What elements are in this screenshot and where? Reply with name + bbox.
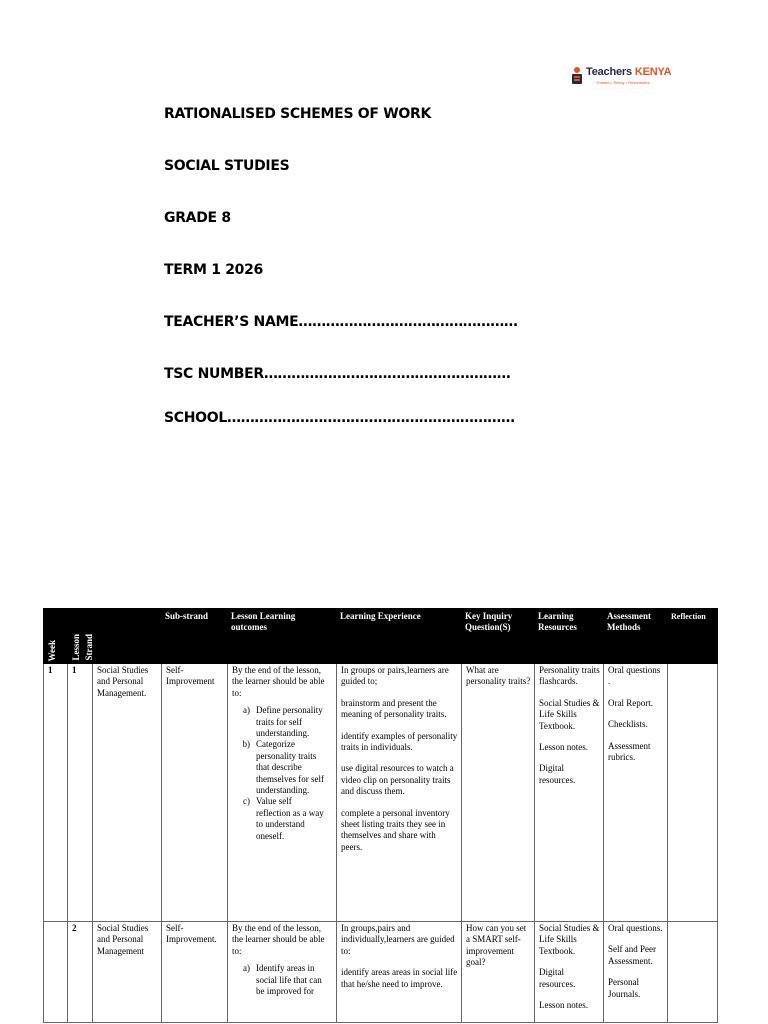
kiq-cell: What are personality traits?: [462, 664, 535, 922]
header-kiq: Key Inquiry Question(S): [462, 609, 535, 664]
experience-item: use digital resources to watch a video clip on personality traits and discuss them.: [341, 763, 454, 797]
experience-item: identify areas areas in social life that he/she need to improve.: [341, 967, 458, 989]
table-row: [44, 922, 718, 1023]
logo-brand-part1: Teachers: [586, 66, 632, 78]
experience-item: identify examples of personality traits in individuals.: [341, 730, 458, 753]
lesson-cell: 2: [68, 922, 93, 1023]
doc-title: RATIONALISED SCHEMES OF WORK: [164, 106, 432, 122]
experience-item: brainstorm and present the meaning of personality traits.: [341, 697, 447, 720]
assessment-cell: [604, 922, 668, 1023]
reflection-cell: [668, 922, 718, 1023]
resource-item: Digital resources.: [539, 967, 576, 989]
reflection-cell: [668, 664, 718, 922]
resources-cell: [535, 664, 604, 922]
resources-cell: [535, 922, 604, 1023]
experience-item: In groups or pairs,learners are guided to;: [341, 665, 449, 687]
header-substrand: Sub-strand: [162, 609, 228, 664]
assessment-item: Self and Peer Assessment.: [608, 944, 656, 966]
assessment-item: Checklists.: [608, 719, 648, 730]
header-experience: Learning Experience: [337, 609, 462, 664]
outcomes-cell: [228, 922, 337, 1023]
outcomes-cell: [228, 664, 337, 922]
outcome-item: b) Categorize personality traits that describe themselves for self understanding.: [242, 739, 324, 796]
lesson-cell: 1: [68, 664, 93, 922]
table-row: [44, 664, 718, 922]
resource-item: Lesson notes.: [539, 1000, 588, 1011]
assessment-item: Oral questions .: [608, 665, 661, 687]
assessment-cell: [604, 664, 668, 922]
resource-item: Digital resources.: [539, 763, 576, 785]
header-lesson-strand: [68, 609, 162, 664]
substrand-cell: Self-Improvement: [162, 664, 228, 922]
outcomes-intro: By the end of the lesson, the learner should be able to:: [232, 665, 325, 698]
header-week: Week: [44, 609, 68, 664]
logo-tagline: Trusted • Timely • Resourceful: [596, 80, 650, 85]
outcome-item: a) Identify areas in social life that can be improved for: [243, 963, 322, 997]
table-header-row: [44, 609, 718, 664]
week-cell: [44, 922, 68, 1023]
school-field: SCHOOL………………………………………………………: [164, 410, 515, 426]
outcome-item: c) Value self reflection as a way to understand oneself.: [243, 796, 324, 841]
substrand-cell: Self-Improvement.: [162, 922, 228, 1023]
logo-emblem-icon: [570, 66, 584, 86]
experience-cell: [337, 922, 462, 1023]
experience-item: In groups,pairs and individually,learners are guided to:: [341, 923, 455, 956]
resource-item: Personality traits flashcards.: [539, 665, 600, 687]
tsc-number-field: TSC NUMBER………………………………………………: [164, 366, 511, 382]
assessment-item: Personal Journals.: [608, 977, 641, 999]
kiq-cell: How can you set a SMART self-improvement goal?: [462, 922, 535, 1023]
subject-heading: SOCIAL STUDIES: [164, 158, 290, 174]
assessment-item: Oral questions.: [608, 923, 663, 933]
header-lesson: Lesson: [71, 634, 81, 661]
outcomes-intro: By the end of the lesson, the learner should be able to:: [232, 923, 325, 956]
teachers-kenya-logo: [570, 64, 680, 90]
header-strand: Strand: [84, 634, 95, 661]
experience-cell: [337, 664, 462, 922]
strand-cell: Social Studies and Personal Management: [93, 922, 162, 1023]
teacher-name-field: TEACHER’S NAME…………………………………………: [164, 314, 518, 330]
outcome-item: a) Define personality traits for self understanding.: [243, 705, 323, 739]
resource-item: Lesson notes.: [539, 742, 588, 753]
experience-item: complete a personal inventory sheet listing traits they see in themselves and share with peers.: [341, 807, 450, 852]
grade-heading: GRADE 8: [164, 210, 231, 226]
strand-cell: Social Studies and Personal Management.: [93, 664, 162, 922]
logo-brand-part2: KENYA: [634, 66, 672, 78]
resource-item: Social Studies & Life Skills Textbook.: [539, 697, 600, 731]
header-resources: Learning Resources: [535, 609, 604, 664]
assessment-item: Oral Report.: [608, 697, 653, 708]
header-outcomes: Lesson Learning outcomes: [228, 609, 337, 664]
header-reflection: Reflection: [668, 609, 718, 664]
week-cell: 1: [44, 664, 68, 922]
assessment-item: Assessment rubrics.: [608, 740, 651, 763]
resource-item: Social Studies & Life Skills Textbook.: [539, 923, 600, 956]
term-heading: TERM 1 2026: [164, 262, 263, 278]
header-assessment: Assessment Methods: [604, 609, 668, 664]
scheme-of-work-table: [43, 608, 718, 1023]
